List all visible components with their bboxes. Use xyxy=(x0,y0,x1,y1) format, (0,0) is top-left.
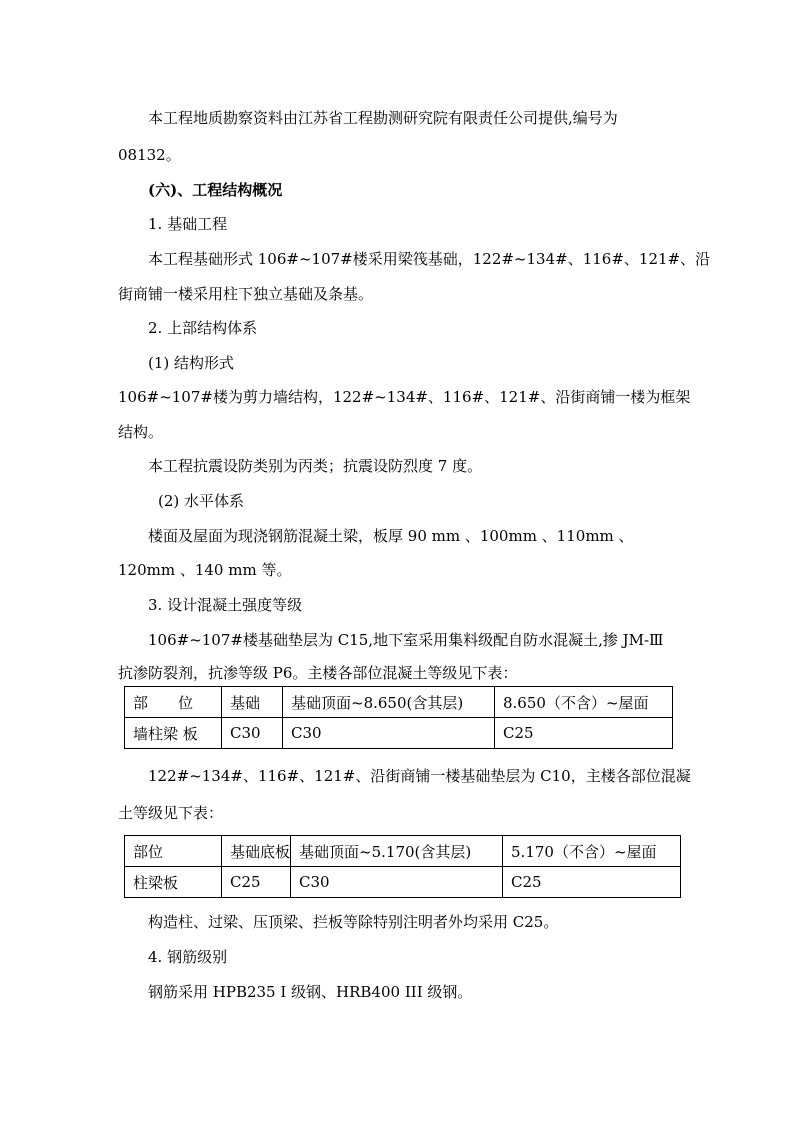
paragraph: 结构。 xyxy=(118,423,164,441)
paragraph: 106#~107#楼基础垫层为 C15,地下室采用集料级配自防水混凝土,掺 JM-Ⅲ xyxy=(148,631,664,649)
table-cell: 基础 xyxy=(222,687,283,718)
table-cell: C30 xyxy=(283,718,495,749)
table-cell: 墙柱梁 板 xyxy=(125,718,222,749)
table-cell: 部 位 xyxy=(125,687,222,718)
table-cell: C25 xyxy=(222,867,291,898)
table-cell: C25 xyxy=(495,718,673,749)
table-row xyxy=(125,867,681,898)
table-cell: C30 xyxy=(222,718,283,749)
table-cell: 基础底板 xyxy=(222,836,291,867)
paragraph: 钢筋采用 HPB235 I 级钢、HRB400 III 级钢。 xyxy=(148,983,473,1001)
sub-subsection-heading: (1) 结构形式 xyxy=(148,354,235,372)
subsection-heading: 1. 基础工程 xyxy=(148,215,228,233)
concrete-grade-table-2 xyxy=(124,835,681,898)
table-cell: 8.650（不含）~屋面 xyxy=(495,687,673,718)
sub-subsection-heading: (2) 水平体系 xyxy=(158,492,245,510)
table-cell: 部位 xyxy=(125,836,222,867)
table-row xyxy=(125,718,673,749)
table-cell: 柱梁板 xyxy=(125,867,222,898)
section-heading: (六)、工程结构概况 xyxy=(148,181,283,199)
concrete-grade-table-1 xyxy=(124,686,673,749)
paragraph: 本工程地质勘察资料由江苏省工程勘测研究院有限责任公司提供,编号为 xyxy=(148,109,618,127)
paragraph: 08132。 xyxy=(118,146,181,164)
table-row xyxy=(125,687,673,718)
subsection-heading: 2. 上部结构体系 xyxy=(148,319,258,337)
paragraph: 本工程抗震设防类别为丙类；抗震设防烈度 7 度。 xyxy=(148,457,483,475)
table-row xyxy=(125,836,681,867)
paragraph: 106#~107#楼为剪力墙结构，122#~134#、116#、121#、沿街商铺一楼为框架 xyxy=(118,388,691,406)
subsection-heading: 4. 钢筋级别 xyxy=(148,948,228,966)
table-cell: 5.170（不含）~屋面 xyxy=(503,836,681,867)
paragraph: 土等级见下表： xyxy=(118,804,224,822)
table-cell: C30 xyxy=(291,867,503,898)
paragraph: 构造柱、过梁、压顶梁、拦板等除特别注明者外均采用 C25。 xyxy=(148,913,559,931)
paragraph: 抗渗防裂剂，抗渗等级 P6。主楼各部位混凝土等级见下表： xyxy=(118,664,518,682)
paragraph: 120mm 、140 mm 等。 xyxy=(118,561,292,579)
table-cell: 基础顶面~8.650(含其层) xyxy=(283,687,495,718)
table-cell: 基础顶面~5.170(含其层) xyxy=(291,836,503,867)
subsection-heading: 3. 设计混凝土强度等级 xyxy=(148,596,303,614)
paragraph: 街商铺一楼采用柱下独立基础及条基。 xyxy=(118,285,374,303)
table-cell: C25 xyxy=(503,867,681,898)
paragraph: 122#~134#、116#、121#、沿街商铺一楼基础垫层为 C10，主楼各部位混凝 xyxy=(148,767,691,785)
paragraph: 楼面及屋面为现浇钢筋混凝土梁，板厚 90 mm 、100mm 、110mm 、 xyxy=(148,527,634,545)
paragraph: 本工程基础形式 106#~107#楼采用梁筏基础，122#~134#、116#、121#、沿 xyxy=(148,250,711,268)
